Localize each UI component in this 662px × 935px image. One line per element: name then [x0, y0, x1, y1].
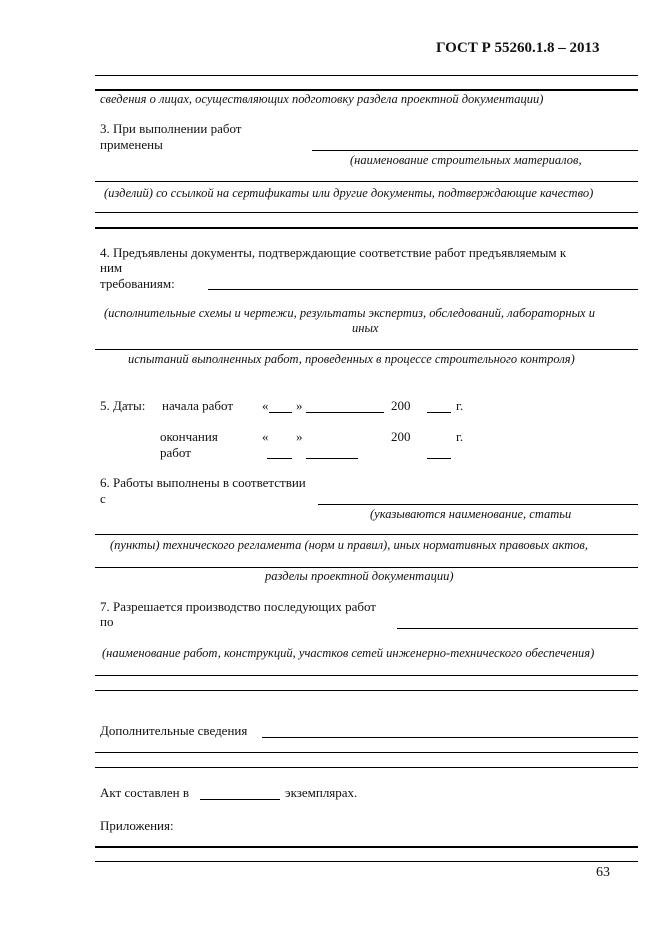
close-quote: » [296, 398, 303, 413]
open-quote: « [262, 429, 269, 444]
page-number: 63 [596, 865, 610, 880]
section4-label-2: ним [100, 260, 123, 275]
materials-caption-2: (изделий) со ссылкой на сертификаты или другие документы, подтверждающие качество) [104, 186, 594, 200]
norms-field-line-2[interactable] [95, 534, 638, 535]
norms-field-line[interactable] [318, 504, 638, 505]
end-year-field[interactable] [427, 458, 451, 459]
norms-caption-3: разделы проектной документации) [265, 569, 454, 583]
copies-label: Акт составлен в [100, 785, 190, 800]
footer-rule [95, 861, 638, 862]
section6-label-2: с [100, 491, 106, 506]
open-quote: « [262, 398, 269, 413]
attachments-label: Приложения: [100, 818, 174, 833]
dates-label: 5. Даты: [100, 398, 146, 413]
additional-info-field-3[interactable] [95, 767, 638, 768]
start-year-prefix: 200 [391, 398, 411, 413]
end-month-field[interactable] [306, 458, 358, 459]
norms-caption-1: (указываются наименование, статьи [370, 507, 572, 521]
additional-info-label: Дополнительные сведения [100, 723, 248, 738]
next-works-field-line[interactable] [397, 628, 638, 629]
next-works-field-line-3[interactable] [95, 690, 638, 691]
end-date-label: окончания [160, 429, 218, 444]
document-code: ГОСТ Р 55260.1.8 – 2013 [436, 40, 600, 56]
persons-caption: сведения о лицах, осуществляющих подготовку раздела проектной документации) [100, 92, 544, 106]
start-month-field[interactable] [306, 412, 384, 413]
materials-field-line-2[interactable] [95, 181, 638, 182]
close-quote: » [296, 429, 303, 444]
norms-field-line-3[interactable] [95, 567, 638, 568]
section4-label-3: требованиям: [100, 276, 175, 291]
norms-caption-2: (пункты) технического регламента (норм и правил), иных нормативных правовых актов, [110, 538, 588, 552]
section7-label: 7. Разрешается производство последующих работ [100, 599, 376, 614]
next-works-caption: (наименование работ, конструкций, участков сетей инженерно-технического обеспечения) [102, 646, 595, 660]
documents-caption-2: испытаний выполненных работ, проведенных в процессе строительного контроля) [128, 352, 575, 366]
copies-count-field[interactable] [200, 799, 280, 800]
attachments-field[interactable] [95, 846, 638, 848]
end-date-label-2: работ [160, 445, 191, 460]
start-date-label: начала работ [162, 398, 234, 413]
section6-label: 6. Работы выполнены в соответствии [100, 475, 306, 490]
section-divider [95, 227, 638, 229]
documents-field-line-2[interactable] [95, 349, 638, 350]
materials-field-line[interactable] [312, 150, 638, 151]
section3-label: 3. При выполнении работ [100, 121, 242, 136]
end-day-field[interactable] [267, 458, 292, 459]
additional-info-field-2[interactable] [95, 752, 638, 753]
documents-caption-1: (исполнительные схемы и чертежи, результаты экспертиз, обследований, лабораторных и [104, 306, 595, 320]
start-day-field[interactable] [269, 412, 292, 413]
documents-caption-1b: иных [352, 321, 379, 335]
header-rule [95, 75, 638, 76]
next-works-field-line-2[interactable] [95, 675, 638, 676]
end-year-suffix: г. [456, 429, 464, 444]
section-divider [95, 89, 638, 91]
section4-label: 4. Предъявлены документы, подтверждающие соответствие работ предъявляемым к [100, 245, 567, 260]
materials-field-line-3[interactable] [95, 212, 638, 213]
end-year-prefix: 200 [391, 429, 411, 444]
start-year-suffix: г. [456, 398, 464, 413]
section3-label-2: применены [100, 137, 163, 152]
start-year-field[interactable] [427, 412, 451, 413]
additional-info-field[interactable] [262, 737, 638, 738]
documents-field-line[interactable] [208, 289, 638, 290]
materials-caption-1: (наименование строительных материалов, [350, 153, 582, 167]
section7-label-2: по [100, 614, 114, 629]
copies-suffix: экземплярах. [285, 785, 358, 800]
